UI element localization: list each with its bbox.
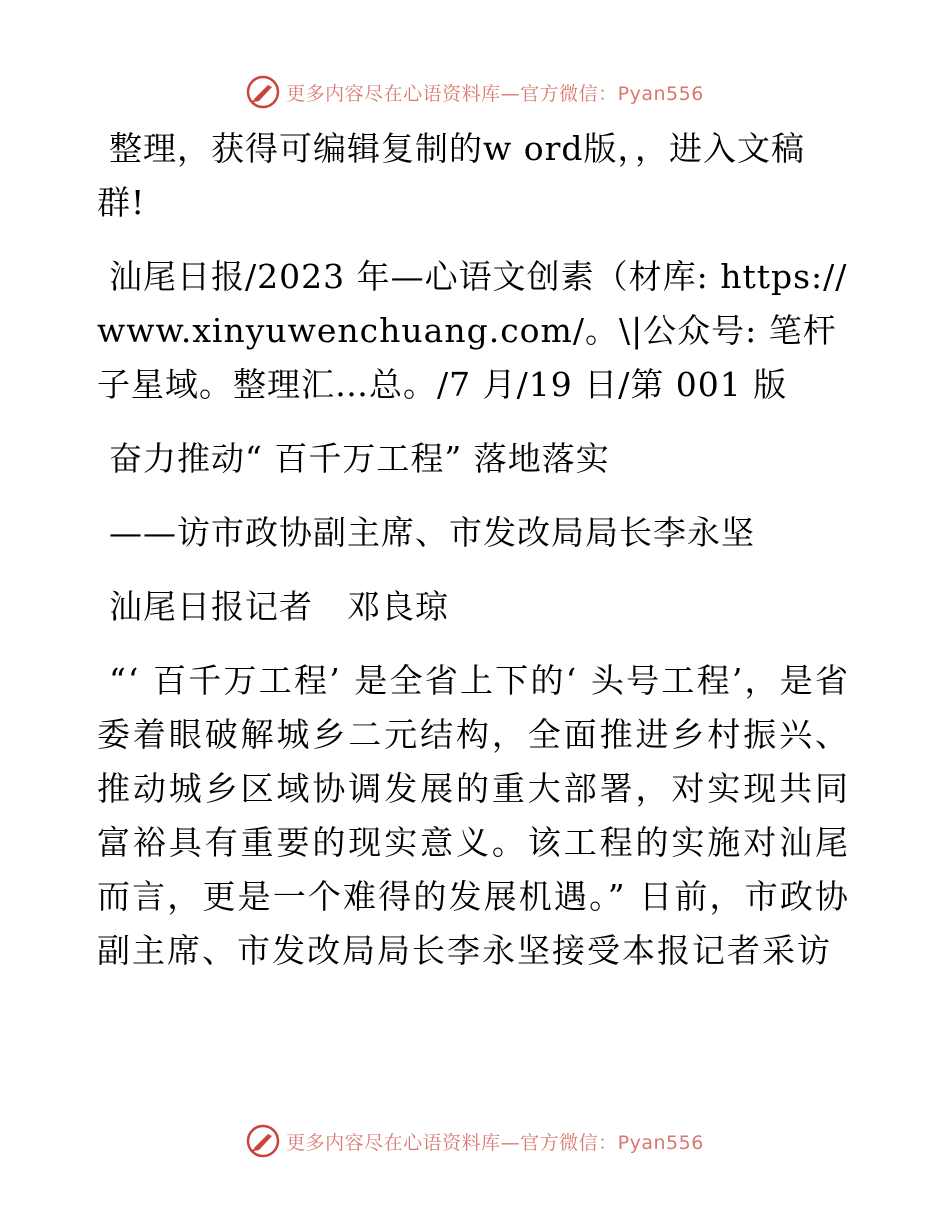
document-body (97, 122, 850, 998)
byline: 汕尾日报记者 邓良琼 (109, 587, 449, 626)
article-subtitle: ——访市政协副主席、市发改局局长李永坚 (109, 513, 755, 552)
intro-paragraph: 整理，获得可编辑复制的w ord版，，进入文稿群! (97, 129, 806, 222)
watermark-text: 更多内容尽在心语资料库—官方微信：Pyan556 (286, 1131, 704, 1154)
footer-watermark (0, 1121, 950, 1161)
header-watermark (0, 72, 950, 112)
brush-logo-icon (246, 75, 280, 109)
article-title: 奋力推动“ 百千万工程” 落地落实 (109, 439, 610, 478)
watermark-text: 更多内容尽在心语资料库—官方微信：Pyan556 (286, 82, 704, 105)
body-paragraph: “‘ 百千万工程’ 是全省上下的‘ 头号工程’，是省委着眼破解城乡二元结构，全面推进乡村振兴、推动城乡区域协调发展的重大部署，对实现共同富裕具有重要的现实意义。该工程的实施对汕尾而言，更是一个难得的发展机遇。” 日前，市政协副主席、市发改局局长李永坚接受本报记者采访 (97, 661, 850, 970)
brush-logo-icon (246, 1124, 280, 1158)
source-line: 汕尾日报/2023 年—心语文创素（材库: https://www.xinyuwenchuang.com/。\|公众号: 笔杆子星域。整理汇…总。/7 月/19 日/第 001 版 (97, 257, 848, 404)
